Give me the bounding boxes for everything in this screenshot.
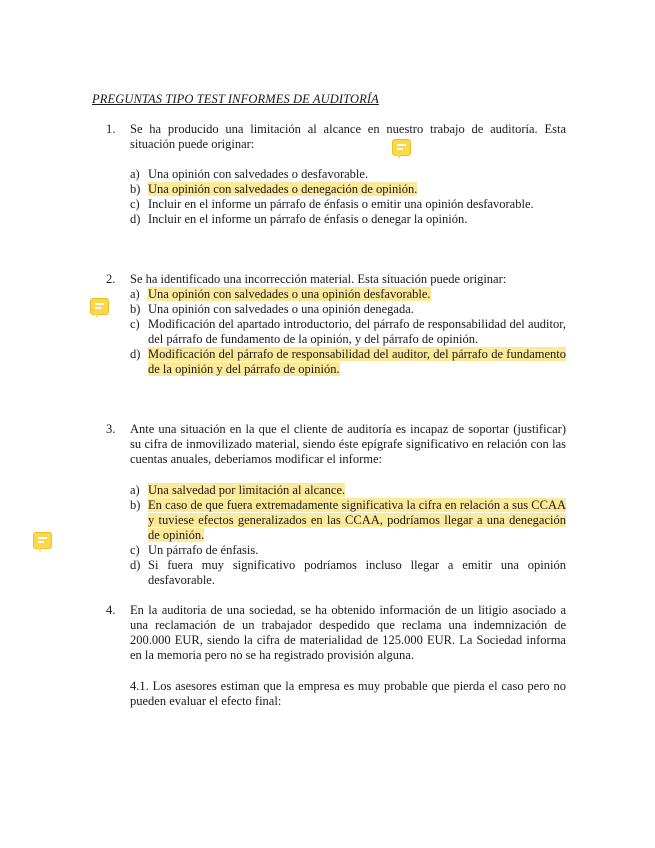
option-d (130, 558, 566, 588)
option-letter: d) (130, 558, 141, 572)
option-letter: a) (130, 287, 140, 301)
option-text: Una opinión con salvedades o desfavorable. (148, 167, 369, 181)
option-b (130, 302, 566, 317)
option-c (130, 543, 566, 558)
option-letter: b) (130, 302, 141, 316)
question-text: En la auditoria de una sociedad, se ha obtenido información de un litigio asociado a una reclamación de un trabajador despedido que reclama una indemnización de 200.000 EUR, siendo la cifra de materialidad de 125.000 EUR. La Sociedad informa en la memoria pero no se ha registrado provisión alguna. (130, 603, 566, 662)
option-text: Modificación del apartado introductorio, del párrafo de responsabilidad del auditor, del párrafo de fundamento de la opinión, y del párrafo de opinión. (148, 317, 566, 346)
option-letter: a) (130, 167, 140, 181)
comment-note-icon[interactable] (392, 139, 411, 156)
question-text: Se ha identificado una incorrección material. Esta situación puede originar: (130, 272, 507, 286)
option-text-highlighted[interactable]: Una opinión con salvedades o denegación de opinión. (148, 182, 418, 196)
option-b (130, 182, 566, 197)
option-a (130, 287, 566, 302)
option-text: Si fuera muy significativo podríamos incluso llegar a emitir una opinión desfavorable. (148, 558, 566, 587)
option-list (130, 287, 566, 377)
option-letter: b) (130, 498, 141, 512)
option-a (130, 483, 566, 498)
option-text: Incluir en el informe un párrafo de énfasis o denegar la opinión. (148, 212, 468, 226)
question-number: 4. (106, 603, 116, 617)
option-text: Una opinión con salvedades o una opinión denegada. (148, 302, 414, 316)
option-list (130, 483, 566, 588)
comment-note-icon[interactable] (90, 298, 109, 315)
question-3 (106, 422, 566, 588)
question-text: Se ha producido una limitación al alcance en nuestro trabajo de auditoría. Esta situación puede originar: (130, 122, 566, 151)
option-letter: d) (130, 347, 141, 361)
question-1 (106, 122, 566, 227)
question-number: 2. (106, 272, 116, 286)
option-list (130, 167, 566, 227)
option-text-highlighted[interactable]: Una salvedad por limitación al alcance. (148, 483, 346, 497)
option-letter: c) (130, 543, 140, 557)
question-number: 3. (106, 422, 116, 436)
option-d (130, 212, 566, 227)
option-d (130, 347, 566, 377)
question-number: 1. (106, 122, 116, 136)
question-4 (106, 603, 566, 709)
document-title: PREGUNTAS TIPO TEST INFORMES DE AUDITORÍA (92, 92, 379, 106)
option-text-highlighted[interactable]: Una opinión con salvedades o una opinión desfavorable. (148, 287, 431, 301)
option-text-highlighted[interactable]: Modificación del párrafo de responsabilidad del auditor, del párrafo de fundamento de la opinión y del párrafo de opinión. (148, 347, 566, 376)
option-c (130, 197, 566, 212)
option-letter: c) (130, 317, 140, 331)
option-letter: d) (130, 212, 141, 226)
question-2 (106, 272, 566, 377)
option-letter: b) (130, 182, 141, 196)
option-c (130, 317, 566, 347)
comment-note-icon[interactable] (33, 532, 52, 549)
question-text: Ante una situación en la que el cliente de auditoría es incapaz de soportar (justificar) su cifra de inmovilizado material, siendo éste epígrafe significativo en relación con las cuentas anuales, deberíamos modificar el informe: (130, 422, 566, 466)
option-text: Incluir en el informe un párrafo de énfasis o emitir una opinión desfavorable. (148, 197, 534, 211)
option-text: Un párrafo de énfasis. (148, 543, 259, 557)
option-letter: a) (130, 483, 140, 497)
option-letter: c) (130, 197, 140, 211)
option-a (130, 167, 566, 182)
sub-question-4-1: 4.1. Los asesores estiman que la empresa es muy probable que pierda el caso pero no pueden evaluar el efecto final: (130, 679, 566, 708)
option-b (130, 498, 566, 543)
option-text-highlighted[interactable]: En caso de que fuera extremadamente significativa la cifra en relación a sus CCAA y tuviese efectos generalizados en las CCAA, podríamos llegar a una denegación de opinión. (148, 498, 566, 542)
